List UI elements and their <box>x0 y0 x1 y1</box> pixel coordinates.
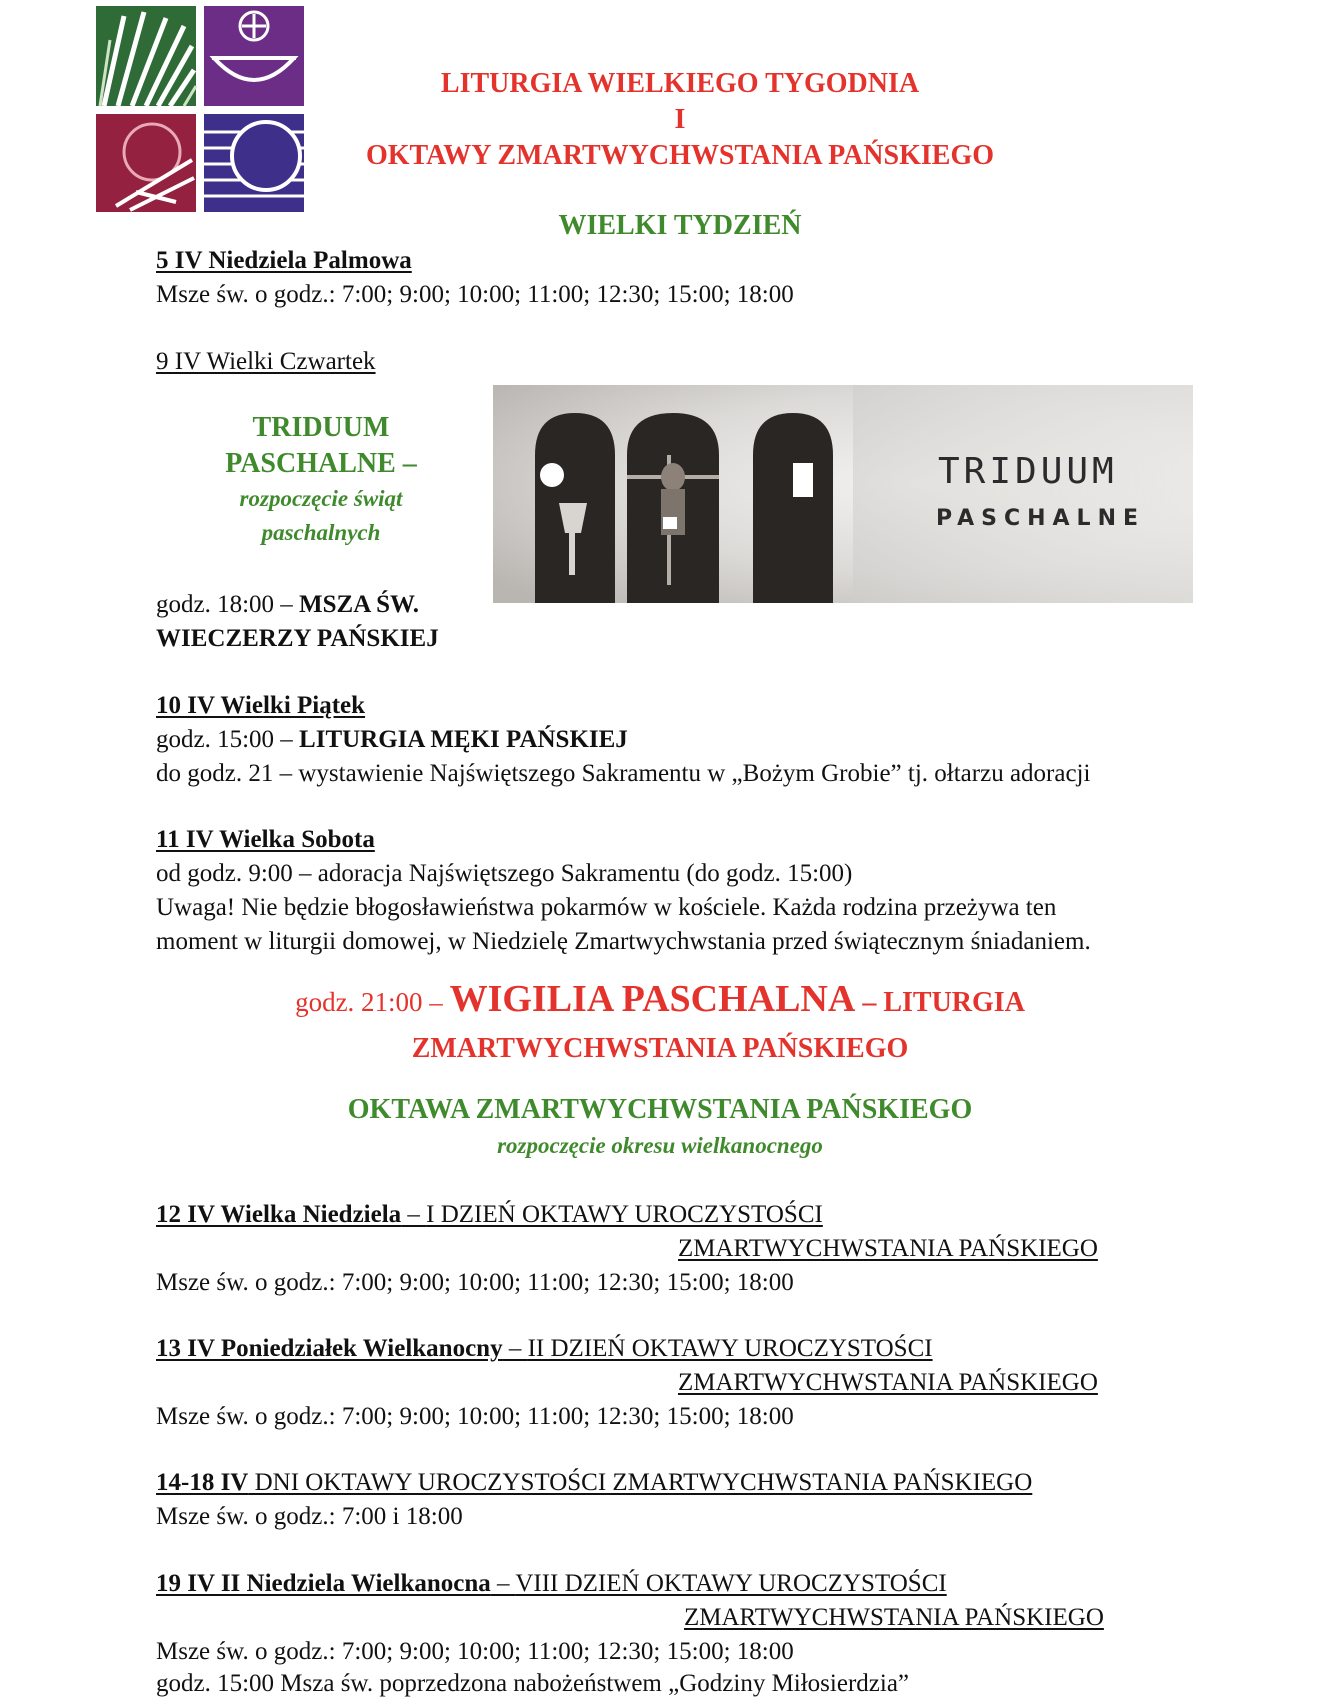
palm-icon <box>96 6 196 106</box>
image-word-2: PASCHALNE <box>936 506 1146 531</box>
second-sunday-heading <box>156 1567 947 1601</box>
easter-vigil <box>160 975 1160 1067</box>
header-line-2: I <box>674 104 686 135</box>
second-sunday-desc-1: VIII DZIEŃ OKTAWY UROCZYSTOŚCI <box>515 1570 947 1597</box>
easter-vigil-time: godz. 21:00 – <box>295 987 450 1017</box>
easter-monday-masses: Msze św. o godz.: 7:00; 9:00; 10:00; 11:00; 12:30; 15:00; 18:00 <box>156 1403 794 1430</box>
octave-days-date: 14-18 IV <box>156 1469 249 1496</box>
easter-vigil-suffix: – LITURGIA <box>855 987 1025 1018</box>
easter-vigil-line-1 <box>160 975 1160 1031</box>
triduum-paschalne-image <box>493 385 1193 603</box>
easter-sunday-date: 12 IV Wielka Niedziela <box>156 1201 402 1228</box>
octave-days-masses: Msze św. o godz.: 7:00 i 18:00 <box>156 1503 463 1530</box>
easter-sunday-masses: Msze św. o godz.: 7:00; 9:00; 10:00; 11:00; 12:30; 15:00; 18:00 <box>156 1269 794 1296</box>
holy-saturday-note-1: Uwaga! Nie będzie błogosławieństwa pokarmów w kościele. Każda rodzina przeżywa ten <box>156 894 1057 921</box>
easter-monday-date: 13 IV Poniedziałek Wielkanocny <box>156 1335 503 1362</box>
octave-days-desc: DNI OKTAWY UROCZYSTOŚCI ZMARTWYCHWSTANIA PAŃSKIEGO <box>248 1469 1033 1496</box>
window-host-icon <box>535 413 615 603</box>
triduum-heading <box>156 410 486 550</box>
holy-thursday-time: godz. 18:00 – <box>156 591 300 618</box>
second-sunday-masses: Msze św. o godz.: 7:00; 9:00; 10:00; 11:00; 12:30; 15:00; 18:00 <box>156 1638 794 1665</box>
holy-thursday-event-2: WIECZERZY PAŃSKIEJ <box>156 625 439 652</box>
holy-thursday-date: 9 IV Wielki Czwartek <box>156 348 376 375</box>
palm-sunday-masses: Msze św. o godz.: 7:00; 9:00; 10:00; 11:00; 12:30; 15:00; 18:00 <box>156 281 794 308</box>
easter-monday-heading <box>156 1332 933 1366</box>
octave-subtitle: rozpoczęcie okresu wielkanocnego <box>497 1133 823 1158</box>
easter-monday-sep: – <box>502 1335 528 1362</box>
second-sunday-sep: – <box>490 1570 516 1597</box>
second-sunday-desc-2: ZMARTWYCHWSTANIA PAŃSKIEGO <box>684 1604 1104 1631</box>
triduum-subtitle-2: paschalnych <box>261 520 381 545</box>
good-friday-time: godz. 15:00 – <box>156 726 300 753</box>
header-line-3: OKTAWY ZMARTWYCHWSTANIA PAŃSKIEGO <box>365 140 995 171</box>
chalice-icon <box>204 6 304 106</box>
liturgy-logo <box>96 6 304 212</box>
holy-saturday-note-2: moment w liturgii domowej, w Niedzielę Zmartwychwstania przed świątecznym śniadaniem. <box>156 928 1091 955</box>
holy-thursday-mass-line-1 <box>156 588 419 622</box>
palm-sunday-date: 5 IV Niedziela Palmowa <box>156 247 412 274</box>
page-header <box>300 66 1060 174</box>
triduum-subtitle-1: rozpoczęcie świąt <box>239 486 403 511</box>
second-sunday-date: 19 IV II Niedziela Wielkanocna <box>156 1570 491 1597</box>
image-word-1: TRIDUUM <box>938 451 1118 492</box>
holy-saturday-adoration: od godz. 9:00 – adoracja Najświętszego Sakramentu (do godz. 15:00) <box>156 860 853 887</box>
easter-sunday-desc-2: ZMARTWYCHWSTANIA PAŃSKIEGO <box>678 1235 1098 1262</box>
easter-monday-desc-2: ZMARTWYCHWSTANIA PAŃSKIEGO <box>678 1369 1098 1396</box>
easter-sunday-desc-1: I DZIEŃ OKTAWY UROCZYSTOŚCI <box>426 1201 823 1228</box>
window-crucifix-icon <box>627 413 719 603</box>
header-line-1: LITURGIA WIELKIEGO TYGODNIA <box>440 68 920 99</box>
good-friday-event: LITURGIA MĘKI PAŃSKIEJ <box>299 726 628 753</box>
good-friday-date: 10 IV Wielki Piątek <box>156 692 366 719</box>
easter-sunday-sep: – <box>401 1201 427 1228</box>
window-empty-tomb-icon <box>753 413 833 603</box>
easter-vigil-title: WIGILIA PASCHALNA <box>449 978 856 1020</box>
triduum-title-2: PASCHALNE – <box>225 448 417 479</box>
holy-thursday-event-1: MSZA ŚW. <box>299 591 420 618</box>
easter-sunday-heading <box>156 1198 823 1232</box>
good-friday-note: do godz. 21 – wystawienie Najświętszego Sakramentu w „Bożym Grobie” tj. ołtarzu adoracji <box>156 760 1091 787</box>
good-friday-liturgy <box>156 723 628 757</box>
empty-tomb-icon <box>204 114 304 212</box>
section-title-oktawa: OKTAWA ZMARTWYCHWSTANIA PAŃSKIEGO <box>347 1094 973 1125</box>
second-sunday-mercy: godz. 15:00 Msza św. poprzedzona nabożeństwem „Godziny Miłosierdzia” <box>156 1670 910 1697</box>
section-title-wielki-tydzien: WIELKI TYDZIEŃ <box>558 210 802 241</box>
holy-saturday-date: 11 IV Wielka Sobota <box>156 826 375 853</box>
crown-of-thorns-icon <box>96 114 196 212</box>
easter-monday-desc-1: II DZIEŃ OKTAWY UROCZYSTOŚCI <box>527 1335 933 1362</box>
easter-vigil-line-2: ZMARTWYCHWSTANIA PAŃSKIEGO <box>411 1033 909 1064</box>
octave-days-heading <box>156 1466 1032 1500</box>
triduum-title-1: TRIDUUM <box>252 412 390 443</box>
